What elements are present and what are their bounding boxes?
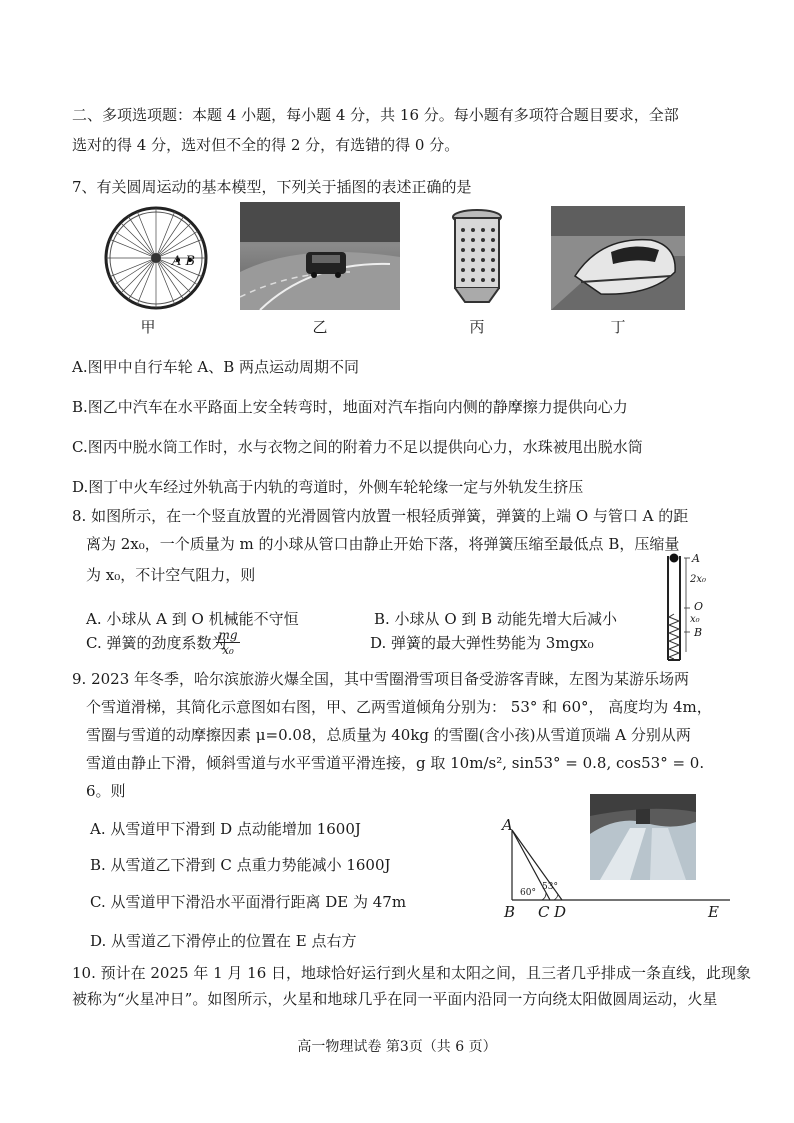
q7-option-c: C.图丙中脱水筒工作时，水与衣物之间的附着力不足以提供向心力，水珠被甩出脱水筒 bbox=[72, 438, 643, 456]
spin-dryer-drum-figure bbox=[447, 208, 507, 308]
diagram-angle-53: 53° bbox=[542, 882, 558, 892]
q8-option-a: A. 小球从 A 到 O 机械能不守恒 bbox=[86, 610, 299, 628]
diagram-label-E: E bbox=[708, 903, 719, 921]
spring-tube-figure bbox=[660, 552, 716, 664]
caption-ding: 丁 bbox=[610, 318, 626, 336]
fig-label-2x0: 2x₀ bbox=[690, 574, 707, 585]
fig-label-O: O bbox=[694, 600, 704, 613]
q8-stem-line2: 离为 2x₀，一个质量为 m 的小球从管口由静止开始下落，将弹簧压缩至最低点 B，压缩量 bbox=[86, 535, 680, 553]
q9-stem-line5: 6。则 bbox=[86, 782, 126, 800]
q7-stem: 7、有关圆周运动的基本模型，下列关于插图的表述正确的是 bbox=[72, 178, 472, 196]
caption-yi: 乙 bbox=[312, 318, 328, 336]
caption-jia: 甲 bbox=[140, 318, 156, 336]
q8-option-c: C. 弹簧的劲度系数为 bbox=[86, 634, 227, 652]
q7-option-b: B.图乙中汽车在水平路面上安全转弯时，地面对汽车指向内侧的静摩擦力提供向心力 bbox=[72, 398, 628, 416]
fig-label-x0: x₀ bbox=[690, 614, 700, 625]
q8-stem-line1: 8. 如图所示，在一个竖直放置的光滑圆管内放置一根轻质弹簧，弹簧的上端 O 与管口 A 的距 bbox=[72, 507, 689, 525]
q9-option-b: B. 从雪道乙下滑到 C 点重力势能减小 1600J bbox=[90, 856, 391, 874]
q9-stem-line1: 9. 2023 年冬季，哈尔滨旅游火爆全国，其中雪圈滑雪项目备受游客青睐，左图为某游乐场两 bbox=[72, 670, 690, 688]
wheel-points-label: A B bbox=[172, 254, 196, 269]
q10-stem-line2: 被称为“火星冲日”。如图所示，火星和地球几乎在同一平面内沿同一方向绕太阳做圆周运动，火星 bbox=[72, 990, 718, 1008]
fig-label-A: A bbox=[692, 552, 700, 565]
q9-stem-line2: 个雪道滑梯，其简化示意图如右图，甲、乙两雪道倾角分别为： 53° 和 60°， 高度均为 4m， bbox=[86, 698, 712, 716]
fraction-numerator: mg bbox=[216, 628, 240, 643]
slope-diagram bbox=[500, 814, 735, 924]
caption-bing: 丙 bbox=[469, 318, 485, 336]
q9-option-d: D. 从雪道乙下滑停止的位置在 E 点右方 bbox=[90, 932, 357, 950]
q9-stem-line3: 雪圈与雪道的动摩擦因素 μ=0.08，总质量为 40kg 的雪圈(含小孩)从雪道顶端 A 分别从两 bbox=[86, 726, 691, 744]
car-turning-photo bbox=[240, 202, 400, 310]
fraction-denominator: x₀ bbox=[222, 643, 234, 657]
q7-option-d: D.图丁中火车经过外轨高于内轨的弯道时，外侧车轮轮缘一定与外轨发生挤压 bbox=[72, 478, 584, 496]
diagram-label-D: D bbox=[554, 903, 567, 921]
section-title-line1: 二、多项选项题：本题 4 小题，每小题 4 分，共 16 分。每小题有多项符合题目要求，全部 bbox=[72, 106, 679, 124]
q8-option-c-fraction bbox=[216, 628, 240, 657]
q9-stem-line4: 雪道由静止下滑，倾斜雪道与水平雪道平滑连接，g 取 10m/s², sin53° = 0.8, cos53° = 0. bbox=[86, 754, 705, 772]
page-footer: 高一物理试卷 第3页（共 6 页） bbox=[297, 1039, 497, 1055]
fig-label-B: B bbox=[694, 626, 703, 639]
q8-option-d: D. 弹簧的最大弹性势能为 3mgx₀ bbox=[370, 634, 594, 652]
q8-stem-line3: 为 x₀，不计空气阻力，则 bbox=[86, 566, 256, 584]
diagram-label-B: B bbox=[504, 903, 516, 921]
q8-option-b: B. 小球从 O 到 B 动能先增大后减小 bbox=[374, 610, 617, 628]
q7-option-a: A.图甲中自行车轮 A、B 两点运动周期不同 bbox=[72, 358, 359, 376]
bicycle-wheel-figure bbox=[98, 205, 214, 311]
q10-stem-line1: 10. 预计在 2025 年 1 月 16 日，地球恰好运行到火星和太阳之间，且三者几乎排成一条直线，此现象 bbox=[72, 964, 752, 982]
q9-option-a: A. 从雪道甲下滑到 D 点动能增加 1600J bbox=[90, 820, 361, 838]
section-title-line2: 选对的得 4 分，选对但不全的得 2 分，有选错的得 0 分。 bbox=[72, 136, 460, 154]
diagram-label-C: C bbox=[538, 903, 550, 921]
diagram-label-A: A bbox=[502, 816, 513, 834]
diagram-angle-60: 60° bbox=[520, 888, 536, 898]
train-curve-photo bbox=[551, 206, 685, 310]
q9-option-c: C. 从雪道甲下滑沿水平面滑行距离 DE 为 47m bbox=[90, 893, 407, 911]
